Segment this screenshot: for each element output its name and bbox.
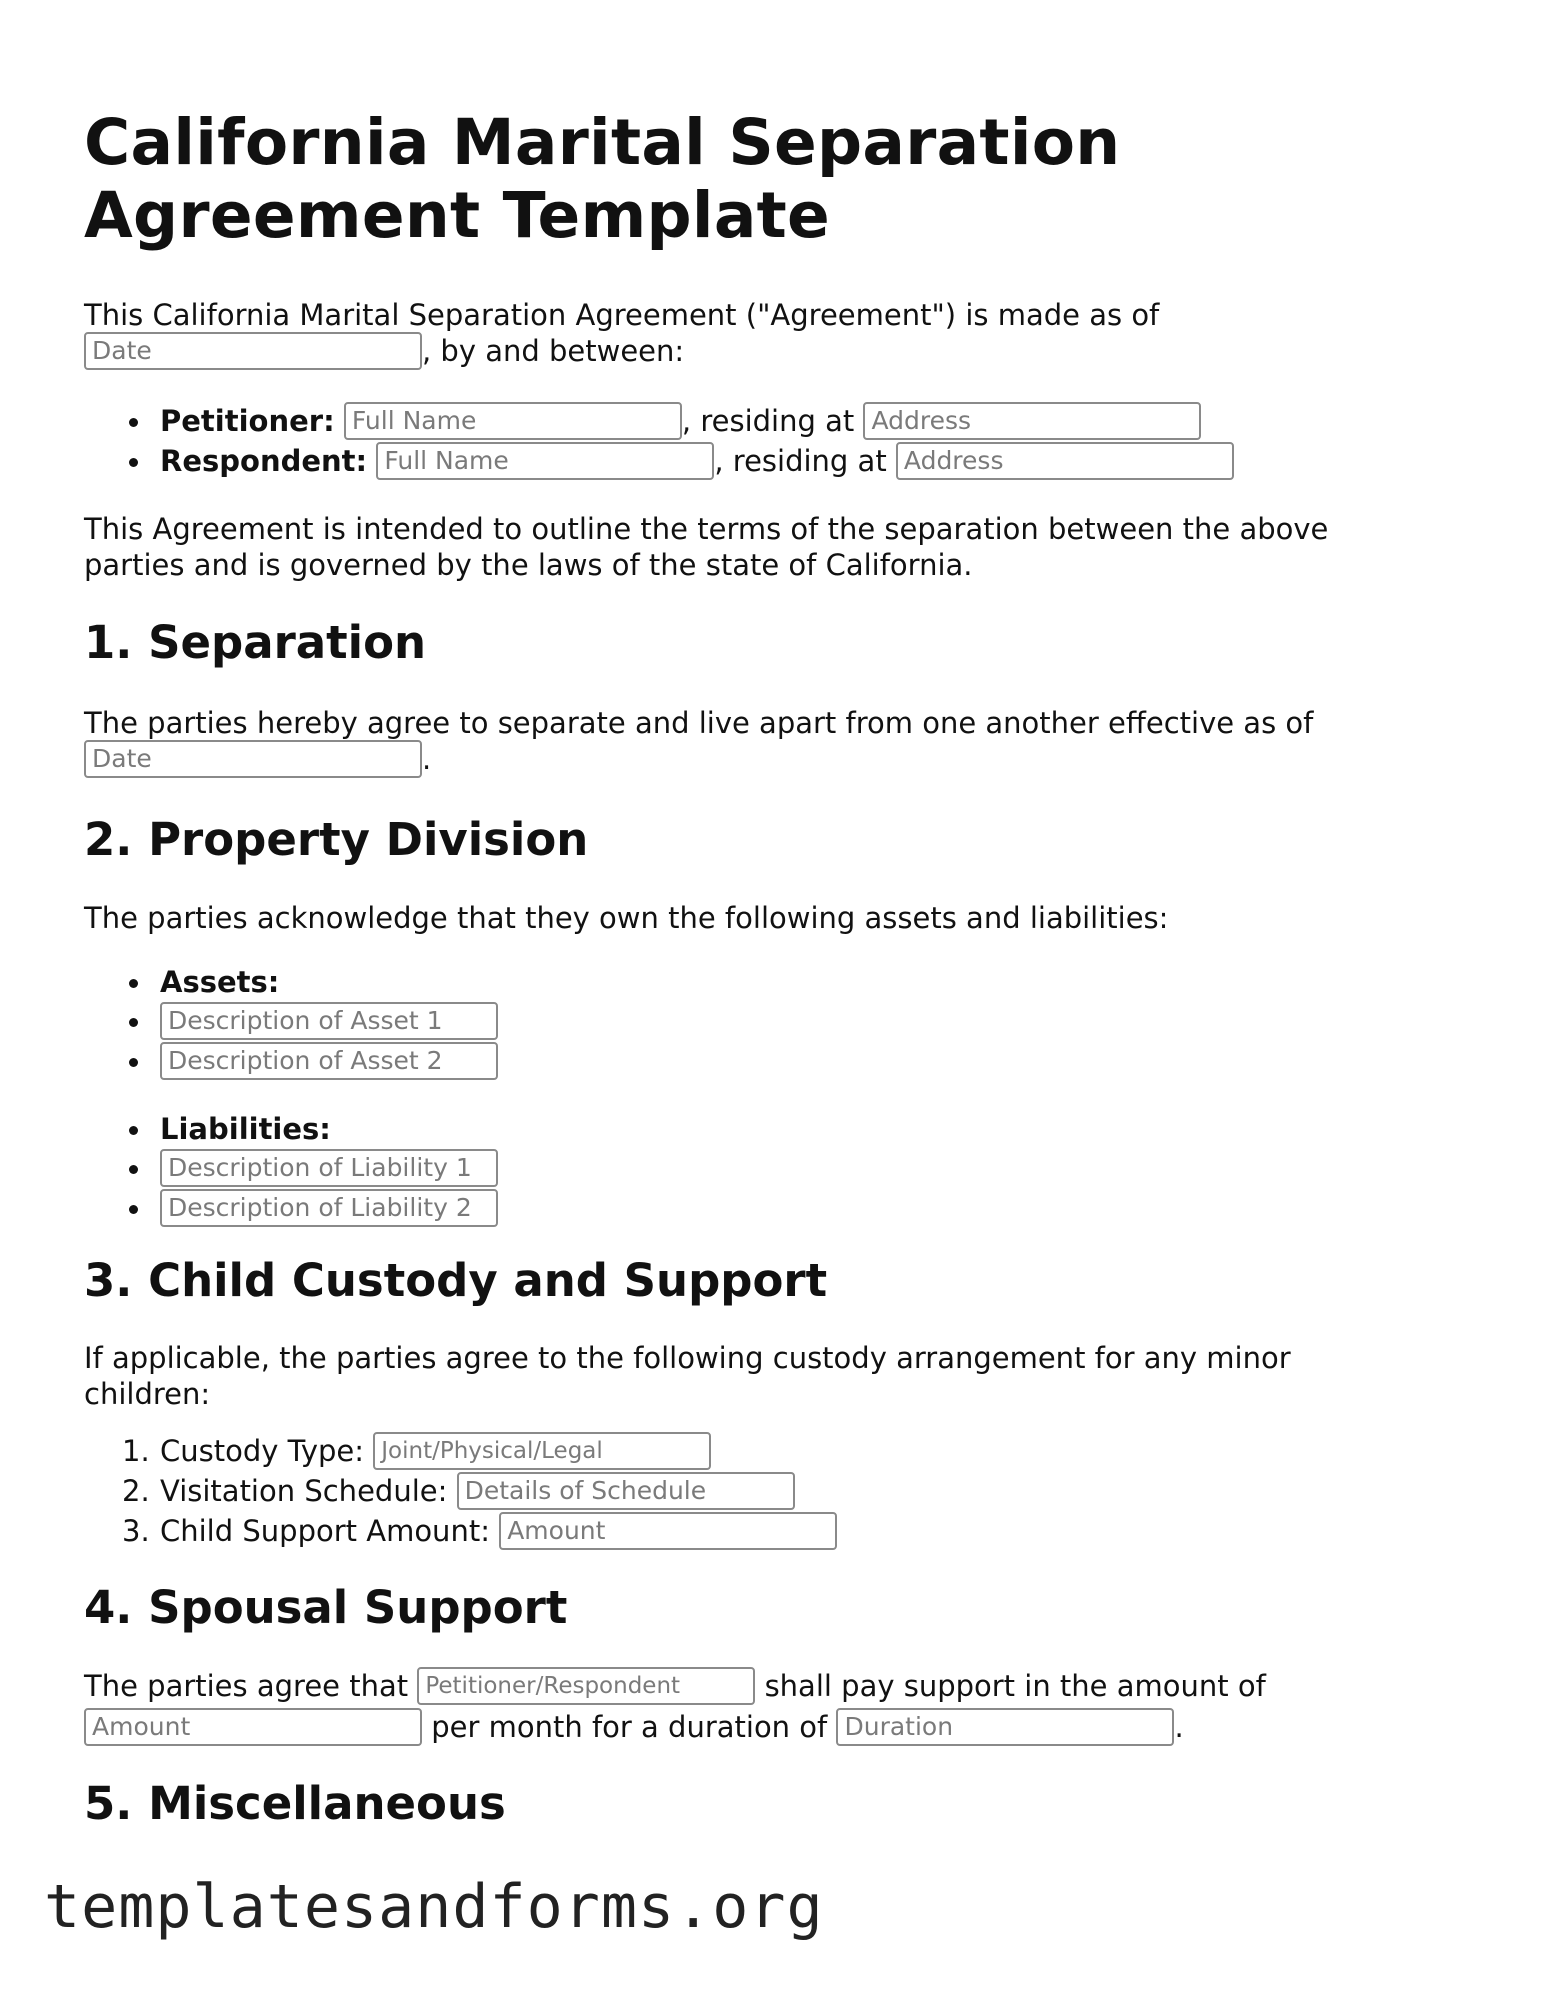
custody-list <box>84 1432 1424 1552</box>
custody-text: If applicable, the parties agree to the following custody arrangement for any minor children: <box>84 1341 1291 1411</box>
assets-label-item <box>84 963 1424 1002</box>
property-text: The parties acknowledge that they own the following assets and liabilities: <box>84 901 1169 935</box>
visitation-label: Visitation Schedule: <box>160 1474 448 1508</box>
agreement-date-field[interactable]: Date <box>84 332 422 370</box>
section-heading-property: 2. Property Division <box>84 813 589 866</box>
petitioner-item <box>84 402 1424 442</box>
respondent-residing-text: , residing at <box>714 444 887 478</box>
assets-list <box>84 963 1424 1082</box>
separation-text: The parties hereby agree to separate and live apart from one another effective as of <box>84 706 1314 740</box>
separation-period: . <box>422 742 432 776</box>
watermark: templatesandforms.org <box>44 1872 824 1942</box>
liability-item <box>84 1149 1424 1189</box>
asset-1-field[interactable]: Description of Asset 1 <box>160 1002 498 1040</box>
visitation-schedule-field[interactable]: Details of Schedule <box>457 1472 795 1510</box>
section-heading-separation: 1. Separation <box>84 616 427 669</box>
visitation-item <box>84 1472 1424 1512</box>
liabilities-label: Liabilities: <box>160 1112 331 1146</box>
spousal-amount-field[interactable]: Amount <box>84 1708 422 1746</box>
liabilities-label-item <box>84 1110 1424 1149</box>
intro-text-after: , by and between: <box>422 334 685 368</box>
liability-1-field[interactable]: Description of Liability 1 <box>160 1149 498 1187</box>
parties-list <box>84 402 1424 482</box>
list-number: 3. <box>122 1514 150 1548</box>
intro-paragraph <box>84 296 1424 372</box>
section-heading-spousal: 4. Spousal Support <box>84 1581 568 1634</box>
section-heading-misc: 5. Miscellaneous <box>84 1777 506 1830</box>
custody-type-item <box>84 1432 1424 1472</box>
assets-label: Assets: <box>160 965 280 999</box>
spousal-text-1: The parties agree that <box>84 1669 409 1703</box>
spousal-text-2: shall pay support in the amount of <box>764 1669 1266 1703</box>
spousal-text-3: per month for a duration of <box>431 1710 828 1744</box>
separation-date-field[interactable]: Date <box>84 740 422 778</box>
document-page <box>84 106 1424 1830</box>
section-heading-custody: 3. Child Custody and Support <box>84 1254 828 1307</box>
petitioner-address-field[interactable]: Address <box>863 402 1201 440</box>
list-number: 1. <box>122 1434 150 1468</box>
payer-field[interactable]: Petitioner/Respondent <box>417 1667 755 1705</box>
child-support-amount-field[interactable]: Amount <box>499 1512 837 1550</box>
petitioner-label: Petitioner: <box>160 404 335 438</box>
respondent-address-field[interactable]: Address <box>896 442 1234 480</box>
liability-item <box>84 1189 1424 1229</box>
governing-paragraph: This Agreement is intended to outline the terms of the separation between the above parties and is governed by the laws of the state of California. <box>84 512 1329 582</box>
asset-item <box>84 1042 1424 1082</box>
child-support-label: Child Support Amount: <box>160 1514 490 1548</box>
custody-type-field[interactable]: Joint/Physical/Legal <box>373 1432 711 1470</box>
child-support-item <box>84 1512 1424 1552</box>
respondent-item <box>84 442 1424 482</box>
spousal-paragraph <box>84 1667 1424 1748</box>
petitioner-residing-text: , residing at <box>681 404 855 438</box>
asset-2-field[interactable]: Description of Asset 2 <box>160 1042 498 1080</box>
custody-type-label: Custody Type: <box>160 1434 365 1468</box>
liabilities-list <box>84 1110 1424 1229</box>
duration-field[interactable]: Duration <box>836 1708 1174 1746</box>
petitioner-name-field[interactable]: Full Name <box>344 402 682 440</box>
liability-2-field[interactable]: Description of Liability 2 <box>160 1189 498 1227</box>
respondent-label: Respondent: <box>160 444 368 478</box>
spousal-period: . <box>1174 1710 1184 1744</box>
asset-item <box>84 1002 1424 1042</box>
respondent-name-field[interactable]: Full Name <box>376 442 714 480</box>
list-number: 2. <box>122 1474 150 1508</box>
separation-paragraph <box>84 704 1424 780</box>
intro-text: This California Marital Separation Agreement ("Agreement") is made as of <box>84 298 1160 332</box>
document-title: California Marital Separation Agreement Template <box>84 106 1121 252</box>
